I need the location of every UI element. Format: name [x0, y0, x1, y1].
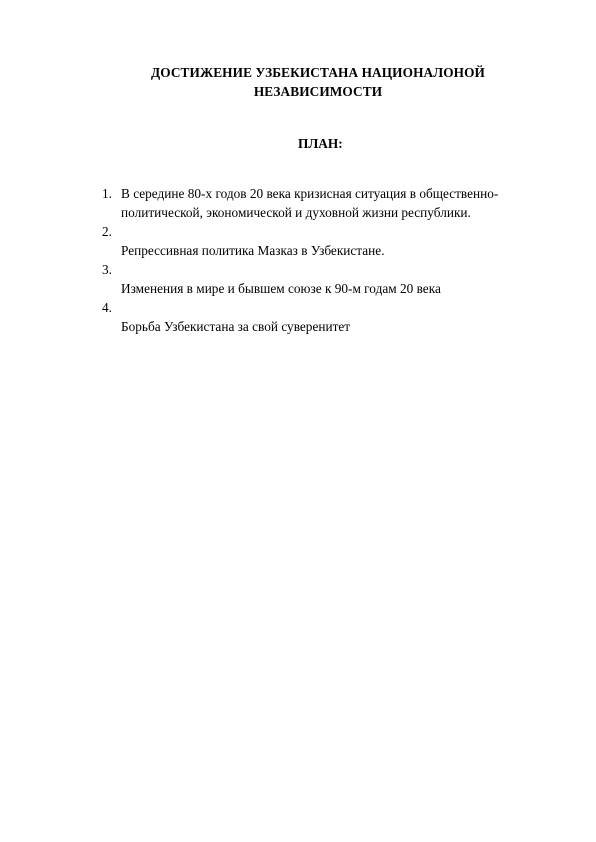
plan-item-4 [102, 298, 542, 336]
plan-item-number: 4. [102, 300, 112, 315]
plan-item-1 [102, 184, 542, 222]
plan-item-text: Репрессивная политика Мазказ в Узбекистане. [121, 243, 385, 258]
plan-item-text: В середине 80-х годов 20 века кризисная ситуация в общественно-политической, экономической и духовной жизни республики. [121, 186, 499, 220]
document-title-line-1: ДОСТИЖЕНИЕ УЗБЕКИСТАНА НАЦИОНАЛОНОЙ [151, 65, 485, 80]
plan-item-number: 3. [102, 262, 112, 277]
plan-heading: ПЛАН: [298, 136, 343, 151]
plan-item-2 [102, 222, 542, 260]
plan-item-3 [102, 260, 542, 298]
plan-item-number: 2. [102, 224, 112, 239]
plan-item-text: Борьба Узбекистана за свой суверенитет [121, 319, 351, 334]
plan-item-text: Изменения в мире и бывшем союзе к 90-м годам 20 века [121, 281, 441, 296]
plan-list [102, 184, 542, 336]
document-title-line-2: НЕЗАВИСИМОСТИ [253, 84, 383, 99]
plan-item-number: 1. [102, 186, 112, 201]
